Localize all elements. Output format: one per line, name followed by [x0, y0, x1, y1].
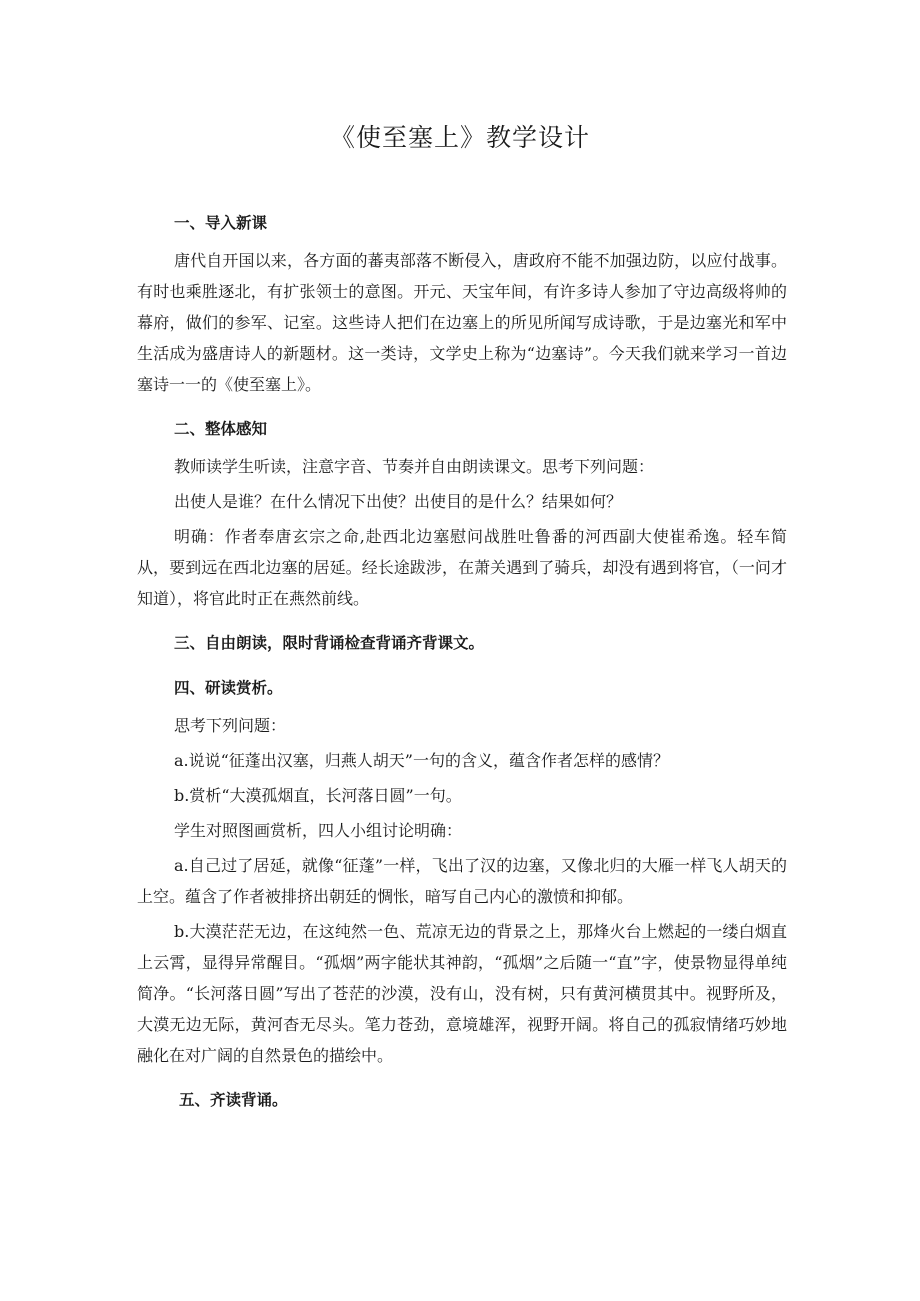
paragraph-answer-b: b.大漠茫茫无边，在这纯然一色、荒凉无边的背景之上，那烽火台上燃起的一缕白烟直上云霄，显得异常醒目。“孤烟”两字能状其神韵，“孤烟”之后随一“直”字，使景物显得单纯简净。“长河落日圆”写出了苍茫的沙漠，没有山，没有树，只有黄河横贯其中。视野所及，大漠无边无际，黄河杳无尽头。笔力苍劲，意境雄浑，视野开阔。将自己的孤寂情绪巧妙地融化在对广阔的自然景色的描绘中。 [137, 922, 787, 1065]
paragraph-answer-a: a.自己过了居延，就像“征蓬”一样，飞出了汉的边塞，又像北归的大雁一样飞人胡天的上空。蕴含了作者被排挤出朝廷的惆怅，暗写自己内心的激愤和抑郁。 [137, 856, 787, 906]
section-heading-2: 二、整体感知 [174, 420, 268, 438]
document-title: 《使至塞上》教学设计 [329, 123, 590, 152]
section-heading-1: 一、导入新课 [174, 214, 268, 232]
section-heading-3: 三、自由朗读，限时背诵检查背诵齐背课文。 [174, 634, 485, 652]
paragraph-questions: 出使人是谁？在什么情况下出使？出使目的是什么？结果如何？ [174, 492, 623, 511]
paragraph-reading-task: 教师读学生听读，注意字音、节奏并自由朗读课文。思考下列问题： [174, 457, 655, 476]
paragraph-question-b: b.赏析“大漠孤烟直，长河落日圆”一句。 [174, 786, 462, 805]
section-heading-4: 四、研读赏析。 [174, 679, 283, 697]
paragraph-question-a: a.说说“征蓬出汉塞，归燕人胡天”一句的含义，蕴含作者怎样的感情？ [174, 751, 669, 770]
paragraph-discussion: 学生对照图画赏析，四人小组讨论明确： [174, 821, 463, 840]
paragraph-answer: 明确：作者奉唐玄宗之命,赴西北边塞慰问战胜吐鲁番的河西副大使崔希逸。轻车简从，要到远在西北边塞的居延。经长途跋涉，在萧关遇到了骑兵，却没有遇到将官，（一问才知道），将官此时正在燕然前线。 [137, 527, 787, 608]
paragraph-think: 思考下列问题： [174, 716, 287, 735]
paragraph-intro: 唐代自开国以来，各方面的蕃夷部落不断侵入，唐政府不能不加强边防，以应付战事。有时也乘胜逐北，有扩张领士的意图。开元、天宝年间，有许多诗人参加了守边高级将帅的幕府，做们的参军、记室。这些诗人把们在边塞上的所见所闻写成诗歌，于是边塞光和军中生活成为盛唐诗人的新题材。这一类诗，文学史上称为“边塞诗”。今天我们就来学习一首边塞诗一一的《使至塞上》。 [137, 251, 787, 394]
document-body [137, 208, 787, 1116]
section-heading-5: 五、齐读背诵。 [179, 1091, 288, 1109]
